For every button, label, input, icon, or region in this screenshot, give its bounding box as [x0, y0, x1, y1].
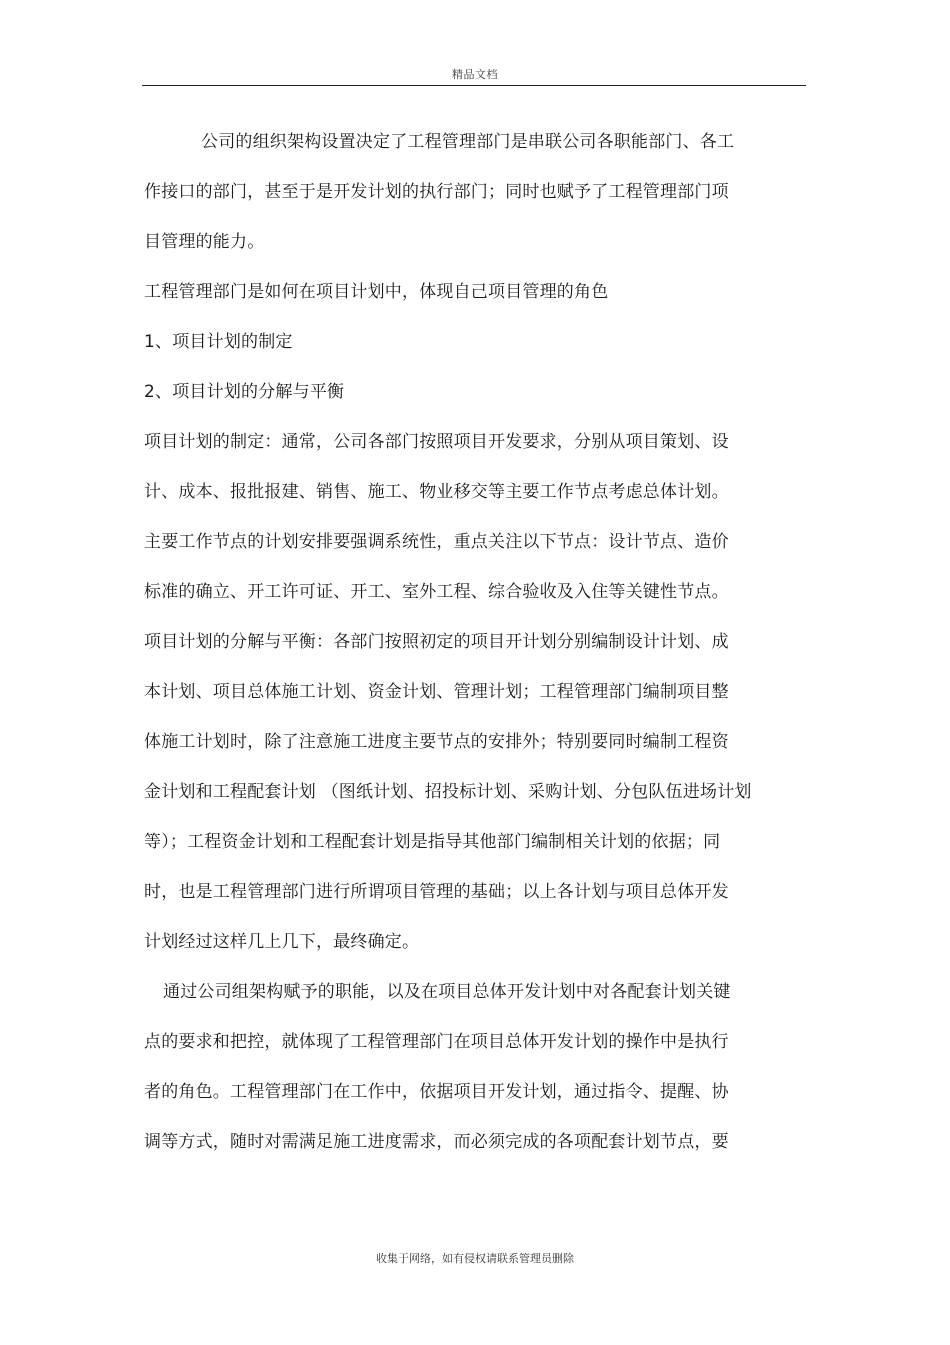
- paragraph-line: 体施工计划时，除了注意施工进度主要节点的安排外；特别要同时编制工程资: [144, 732, 729, 752]
- paragraph-line: 者的角色。工程管理部门在工作中，依据项目开发计划，通过指令、提醒、协: [144, 1082, 729, 1102]
- document-body: [144, 122, 784, 1172]
- paragraph-line: 本计划、项目总体施工计划、资金计划、管理计划；工程管理部门编制项目整: [144, 682, 729, 702]
- page-header: 精品文档: [452, 68, 498, 81]
- paragraph-line: 通过公司组架构赋予的职能，以及在项目总体开发计划中对各配套计划关键: [163, 982, 731, 1002]
- paragraph-line: 计划经过这样几上几下，最终确定。: [144, 932, 420, 952]
- paragraph-line: 公司的组织架构设置决定了工程管理部门是串联公司各职能部门、各工: [201, 132, 735, 152]
- paragraph-line: 等）；工程资金计划和工程配套计划是指导其他部门编制相关计划的依据；同: [144, 832, 721, 852]
- paragraph-line: 项目计划的分解与平衡：各部门按照初定的项目开计划分别编制设计计划、成: [144, 632, 729, 652]
- list-item: 1、项目计划的制定: [144, 332, 293, 352]
- paragraph-line: 标准的确立、开工许可证、开工、室外工程、综合验收及入住等关键性节点。: [144, 582, 729, 602]
- header-divider: [142, 85, 806, 86]
- paragraph-line: 主要工作节点的计划安排要强调系统性，重点关注以下节点：设计节点、造价: [144, 532, 729, 552]
- paragraph-line: 时，也是工程管理部门进行所谓项目管理的基础；以上各计划与项目总体开发: [144, 882, 729, 902]
- paragraph-line: 调等方式，随时对需满足施工进度需求，而必须完成的各项配套计划节点，要: [144, 1132, 729, 1152]
- paragraph-line: 目管理的能力。: [144, 232, 265, 252]
- paragraph-line: 点的要求和把控，就体现了工程管理部门在项目总体开发计划的操作中是执行: [144, 1032, 729, 1052]
- list-item: 2、项目计划的分解与平衡: [144, 382, 345, 402]
- paragraph-line: 项目计划的制定：通常，公司各部门按照项目开发要求，分别从项目策划、设: [144, 432, 729, 452]
- section-heading: 工程管理部门是如何在项目计划中，体现自己项目管理的角色: [144, 282, 609, 302]
- page-footer: 收集于网络，如有侵权请联系管理员删除: [376, 1252, 574, 1265]
- paragraph-line: 作接口的部门，甚至于是开发计划的执行部门；同时也赋予了工程管理部门项: [144, 182, 729, 202]
- paragraph-line: 计、成本、报批报建、销售、施工、物业移交等主要工作节点考虑总体计划。: [144, 482, 729, 502]
- paragraph-line: 金计划和工程配套计划 （图纸计划、招投标计划、采购计划、分包队伍进场计划: [144, 782, 752, 802]
